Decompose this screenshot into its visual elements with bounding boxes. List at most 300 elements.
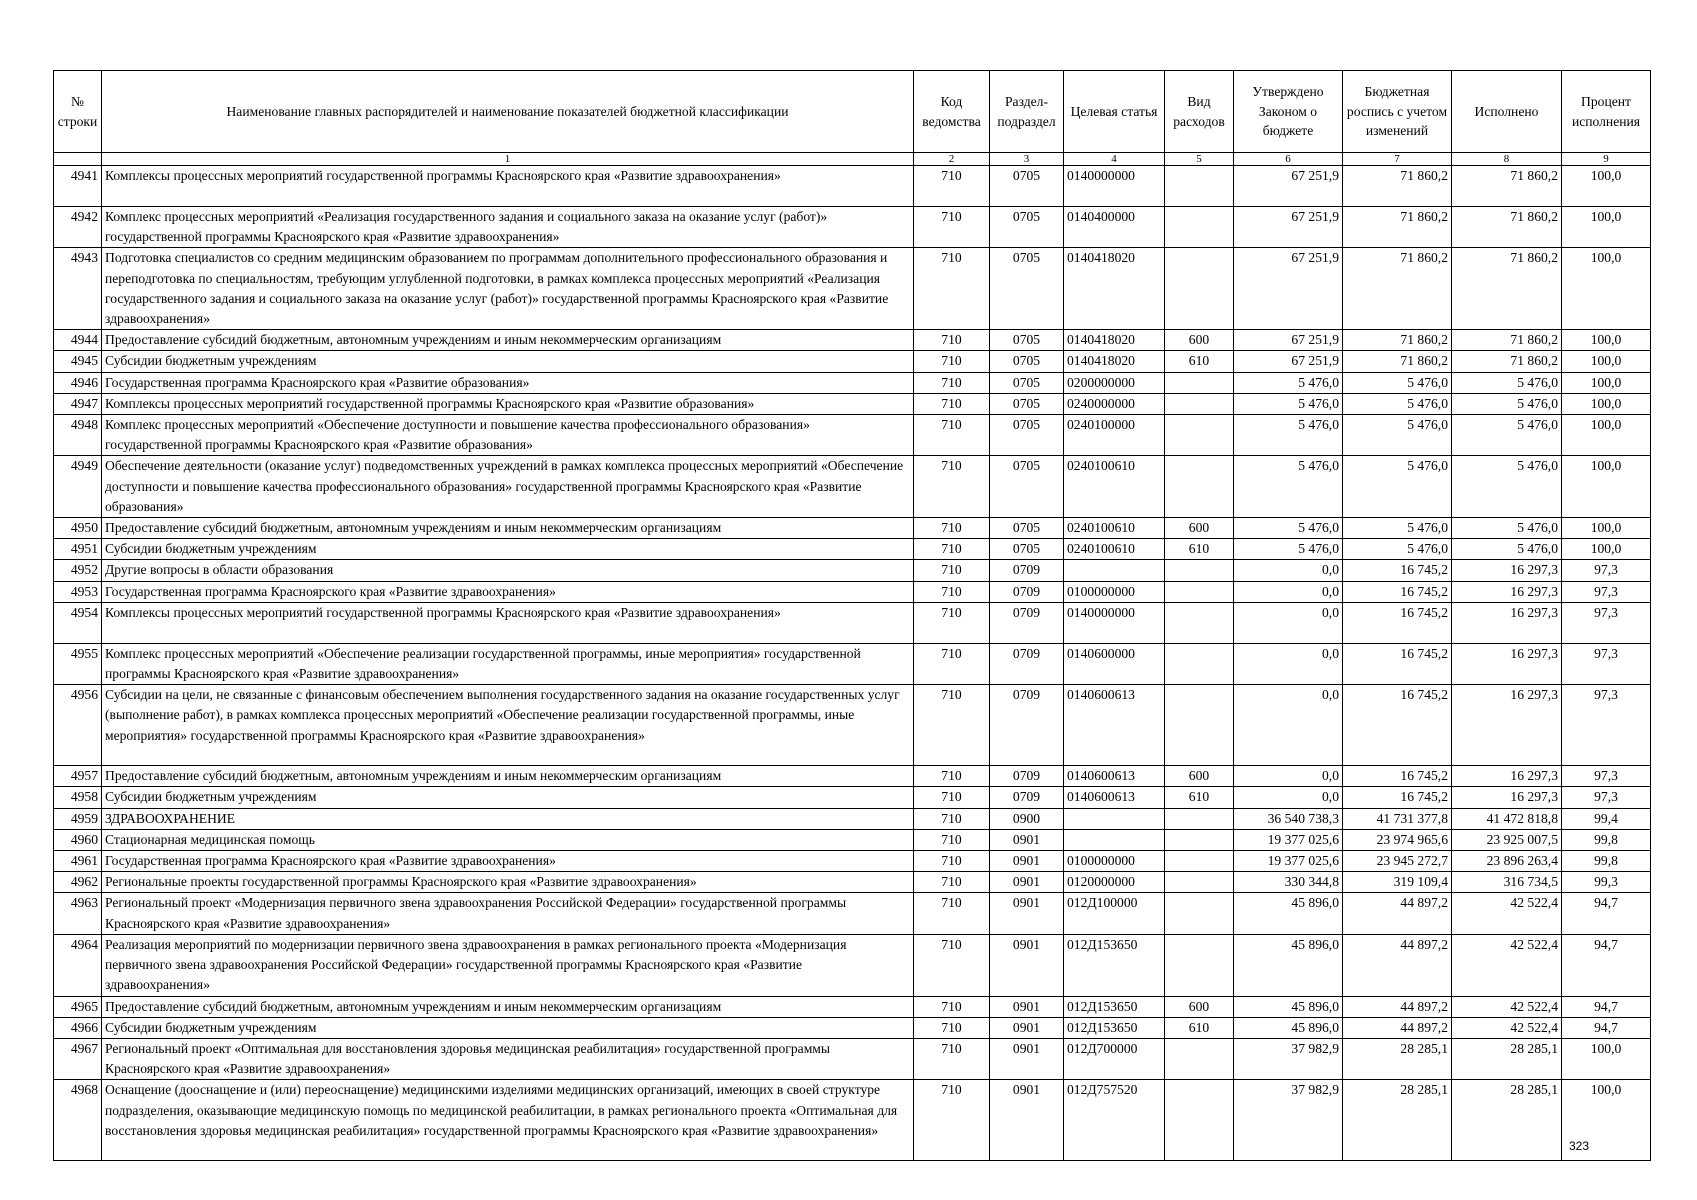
table-row <box>54 851 1651 872</box>
approved-amount: 67 251,9 <box>1234 351 1343 372</box>
target-item-code: 0140600613 <box>1064 766 1165 787</box>
section-code: 0901 <box>990 1038 1064 1079</box>
dept-code: 710 <box>914 787 990 808</box>
execution-percent: 100,0 <box>1562 248 1651 330</box>
dept-code: 710 <box>914 685 990 766</box>
table-row <box>54 685 1651 766</box>
row-name: Комплекс процессных мероприятий «Обеспечение реализации государственной программы, иные мероприятия» государственной программы Красноярского края «Развитие здравоохранения» <box>102 643 914 684</box>
table-row <box>54 872 1651 893</box>
schedule-amount: 41 731 377,8 <box>1343 808 1452 829</box>
expense-type-code <box>1165 808 1234 829</box>
column-number: 9 <box>1562 153 1651 166</box>
approved-amount: 67 251,9 <box>1234 166 1343 207</box>
table-row <box>54 1080 1651 1161</box>
expense-type-code: 610 <box>1165 539 1234 560</box>
target-item-code: 012Д700000 <box>1064 1038 1165 1079</box>
expense-type-code <box>1165 643 1234 684</box>
section-code: 0709 <box>990 685 1064 766</box>
row-name: ЗДРАВООХРАНЕНИЕ <box>102 808 914 829</box>
executed-amount: 71 860,2 <box>1452 166 1562 207</box>
header-approved: Утверждено Законом о бюджете <box>1234 71 1343 153</box>
executed-amount: 71 860,2 <box>1452 248 1562 330</box>
execution-percent: 97,3 <box>1562 602 1651 643</box>
column-number: 6 <box>1234 153 1343 166</box>
section-code: 0901 <box>990 934 1064 996</box>
table-row <box>54 207 1651 248</box>
section-code: 0705 <box>990 393 1064 414</box>
approved-amount: 19 377 025,6 <box>1234 851 1343 872</box>
row-number: 4950 <box>54 518 102 539</box>
approved-amount: 0,0 <box>1234 560 1343 581</box>
dept-code: 710 <box>914 1038 990 1079</box>
dept-code: 710 <box>914 1017 990 1038</box>
schedule-amount: 16 745,2 <box>1343 643 1452 684</box>
section-code: 0901 <box>990 851 1064 872</box>
target-item-code: 0200000000 <box>1064 372 1165 393</box>
execution-percent: 100,0 <box>1562 539 1651 560</box>
expense-type-code <box>1165 456 1234 518</box>
column-number: 8 <box>1452 153 1562 166</box>
table-row <box>54 539 1651 560</box>
header-percent: Процент исполнения <box>1562 71 1651 153</box>
schedule-amount: 28 285,1 <box>1343 1038 1452 1079</box>
schedule-amount: 16 745,2 <box>1343 581 1452 602</box>
section-code: 0705 <box>990 351 1064 372</box>
target-item-code: 0100000000 <box>1064 851 1165 872</box>
executed-amount: 5 476,0 <box>1452 456 1562 518</box>
executed-amount: 16 297,3 <box>1452 560 1562 581</box>
table-body <box>54 166 1651 1161</box>
approved-amount: 0,0 <box>1234 602 1343 643</box>
header-budget-schedule: Бюджетная роспись с учетом изменений <box>1343 71 1452 153</box>
expense-type-code: 610 <box>1165 787 1234 808</box>
schedule-amount: 44 897,2 <box>1343 1017 1452 1038</box>
executed-amount: 41 472 818,8 <box>1452 808 1562 829</box>
row-name: Государственная программа Красноярского края «Развитие здравоохранения» <box>102 851 914 872</box>
column-number: 2 <box>914 153 990 166</box>
approved-amount: 5 476,0 <box>1234 372 1343 393</box>
table-row <box>54 602 1651 643</box>
row-name: Региональный проект «Оптимальная для восстановления здоровья медицинская реабилитация» государственной программы Красноярского края «Развитие здравоохранения» <box>102 1038 914 1079</box>
executed-amount: 42 522,4 <box>1452 893 1562 934</box>
approved-amount: 5 476,0 <box>1234 393 1343 414</box>
target-item-code: 0140418020 <box>1064 248 1165 330</box>
expense-type-code <box>1165 872 1234 893</box>
row-number: 4952 <box>54 560 102 581</box>
row-number: 4955 <box>54 643 102 684</box>
expense-type-code <box>1165 415 1234 456</box>
row-number: 4957 <box>54 766 102 787</box>
approved-amount: 5 476,0 <box>1234 539 1343 560</box>
table-header-row <box>54 71 1651 153</box>
column-number: 5 <box>1165 153 1234 166</box>
target-item-code: 012Д100000 <box>1064 893 1165 934</box>
target-item-code: 012Д153650 <box>1064 934 1165 996</box>
execution-percent: 99,8 <box>1562 851 1651 872</box>
table-row <box>54 415 1651 456</box>
execution-percent: 100,0 <box>1562 330 1651 351</box>
row-number: 4954 <box>54 602 102 643</box>
table-row <box>54 372 1651 393</box>
schedule-amount: 44 897,2 <box>1343 996 1452 1017</box>
expense-type-code: 610 <box>1165 1017 1234 1038</box>
expense-type-code <box>1165 893 1234 934</box>
executed-amount: 5 476,0 <box>1452 518 1562 539</box>
execution-percent: 99,8 <box>1562 829 1651 850</box>
target-item-code: 0140400000 <box>1064 207 1165 248</box>
executed-amount: 16 297,3 <box>1452 581 1562 602</box>
row-name: Предоставление субсидий бюджетным, автономным учреждениям и иным некоммерческим организациям <box>102 518 914 539</box>
approved-amount: 330 344,8 <box>1234 872 1343 893</box>
approved-amount: 67 251,9 <box>1234 207 1343 248</box>
execution-percent: 100,0 <box>1562 456 1651 518</box>
row-number: 4965 <box>54 996 102 1017</box>
execution-percent: 94,7 <box>1562 996 1651 1017</box>
executed-amount: 5 476,0 <box>1452 539 1562 560</box>
row-number: 4949 <box>54 456 102 518</box>
section-code: 0709 <box>990 560 1064 581</box>
schedule-amount: 23 974 965,6 <box>1343 829 1452 850</box>
dept-code: 710 <box>914 166 990 207</box>
approved-amount: 45 896,0 <box>1234 934 1343 996</box>
executed-amount: 28 285,1 <box>1452 1038 1562 1079</box>
target-item-code: 012Д153650 <box>1064 996 1165 1017</box>
dept-code: 710 <box>914 934 990 996</box>
row-number: 4959 <box>54 808 102 829</box>
expense-type-code <box>1165 372 1234 393</box>
dept-code: 710 <box>914 207 990 248</box>
dept-code: 710 <box>914 248 990 330</box>
executed-amount: 28 285,1 <box>1452 1080 1562 1161</box>
row-name: Реализация мероприятий по модернизации первичного звена здравоохранения в рамках регионального проекта «Модернизация первичного звена здравоохранения Российской Федерации» государственной программы Красноярского края «Развитие здравоохранения» <box>102 934 914 996</box>
target-item-code <box>1064 560 1165 581</box>
executed-amount: 5 476,0 <box>1452 393 1562 414</box>
executed-amount: 42 522,4 <box>1452 996 1562 1017</box>
table-row <box>54 643 1651 684</box>
expense-type-code <box>1165 829 1234 850</box>
schedule-amount: 5 476,0 <box>1343 456 1452 518</box>
row-number: 4956 <box>54 685 102 766</box>
approved-amount: 5 476,0 <box>1234 456 1343 518</box>
schedule-amount: 16 745,2 <box>1343 766 1452 787</box>
target-item-code: 0240100000 <box>1064 415 1165 456</box>
execution-percent: 100,0 <box>1562 1080 1651 1161</box>
row-name: Региональный проект «Модернизация первичного звена здравоохранения Российской Федерации» государственной программы Красноярского края «Развитие здравоохранения» <box>102 893 914 934</box>
expense-type-code <box>1165 851 1234 872</box>
dept-code: 710 <box>914 330 990 351</box>
schedule-amount: 71 860,2 <box>1343 207 1452 248</box>
column-number: 7 <box>1343 153 1452 166</box>
approved-amount: 45 896,0 <box>1234 893 1343 934</box>
schedule-amount: 28 285,1 <box>1343 1080 1452 1161</box>
section-code: 0709 <box>990 602 1064 643</box>
expense-type-code <box>1165 207 1234 248</box>
table-row <box>54 248 1651 330</box>
dept-code: 710 <box>914 372 990 393</box>
row-name: Государственная программа Красноярского края «Развитие здравоохранения» <box>102 581 914 602</box>
approved-amount: 5 476,0 <box>1234 518 1343 539</box>
row-number: 4958 <box>54 787 102 808</box>
header-name: Наименование главных распорядителей и наименование показателей бюджетной классификации <box>102 71 914 153</box>
dept-code: 710 <box>914 643 990 684</box>
column-number <box>54 153 102 166</box>
expense-type-code <box>1165 560 1234 581</box>
approved-amount: 37 982,9 <box>1234 1080 1343 1161</box>
schedule-amount: 16 745,2 <box>1343 602 1452 643</box>
expense-type-code <box>1165 1080 1234 1161</box>
section-code: 0705 <box>990 166 1064 207</box>
dept-code: 710 <box>914 351 990 372</box>
row-number: 4961 <box>54 851 102 872</box>
schedule-amount: 71 860,2 <box>1343 351 1452 372</box>
row-number: 4944 <box>54 330 102 351</box>
execution-percent: 99,4 <box>1562 808 1651 829</box>
approved-amount: 67 251,9 <box>1234 330 1343 351</box>
expense-type-code <box>1165 934 1234 996</box>
section-code: 0901 <box>990 872 1064 893</box>
schedule-amount: 5 476,0 <box>1343 415 1452 456</box>
row-name: Субсидии бюджетным учреждениям <box>102 539 914 560</box>
execution-percent: 100,0 <box>1562 393 1651 414</box>
dept-code: 710 <box>914 539 990 560</box>
budget-table <box>53 70 1651 1161</box>
executed-amount: 42 522,4 <box>1452 934 1562 996</box>
table-row <box>54 166 1651 207</box>
target-item-code <box>1064 808 1165 829</box>
section-code: 0900 <box>990 808 1064 829</box>
schedule-amount: 44 897,2 <box>1343 893 1452 934</box>
target-item-code: 0140000000 <box>1064 166 1165 207</box>
target-item-code: 0120000000 <box>1064 872 1165 893</box>
row-name: Другие вопросы в области образования <box>102 560 914 581</box>
execution-percent: 97,3 <box>1562 685 1651 766</box>
row-name: Предоставление субсидий бюджетным, автономным учреждениям и иным некоммерческим организациям <box>102 766 914 787</box>
header-row-number: № строки <box>54 71 102 153</box>
table-row <box>54 581 1651 602</box>
schedule-amount: 16 745,2 <box>1343 560 1452 581</box>
row-name: Субсидии бюджетным учреждениям <box>102 787 914 808</box>
execution-percent: 97,3 <box>1562 787 1651 808</box>
executed-amount: 5 476,0 <box>1452 415 1562 456</box>
schedule-amount: 71 860,2 <box>1343 166 1452 207</box>
table-row <box>54 934 1651 996</box>
schedule-amount: 5 476,0 <box>1343 372 1452 393</box>
column-number: 1 <box>102 153 914 166</box>
row-number: 4964 <box>54 934 102 996</box>
approved-amount: 36 540 738,3 <box>1234 808 1343 829</box>
approved-amount: 67 251,9 <box>1234 248 1343 330</box>
section-code: 0709 <box>990 787 1064 808</box>
approved-amount: 0,0 <box>1234 766 1343 787</box>
execution-percent: 100,0 <box>1562 351 1651 372</box>
section-code: 0901 <box>990 829 1064 850</box>
table-row <box>54 518 1651 539</box>
executed-amount: 16 297,3 <box>1452 602 1562 643</box>
row-number: 4967 <box>54 1038 102 1079</box>
executed-amount: 16 297,3 <box>1452 787 1562 808</box>
dept-code: 710 <box>914 456 990 518</box>
approved-amount: 0,0 <box>1234 643 1343 684</box>
dept-code: 710 <box>914 766 990 787</box>
row-name: Субсидии на цели, не связанные с финансовым обеспечением выполнения государственного задания на оказание государственных услуг (выполнение работ), в рамках комплекса процессных мероприятий «Обеспечение реализации государственной программы, иные мероприятия» государственной программы Красноярского края «Развитие здравоохранения» <box>102 685 914 766</box>
dept-code: 710 <box>914 851 990 872</box>
header-target-item: Целевая статья <box>1064 71 1165 153</box>
row-number: 4948 <box>54 415 102 456</box>
table-row <box>54 1017 1651 1038</box>
target-item-code: 0140600613 <box>1064 787 1165 808</box>
header-executed: Исполнено <box>1452 71 1562 153</box>
document-page <box>53 70 1650 1161</box>
executed-amount: 71 860,2 <box>1452 351 1562 372</box>
row-number: 4951 <box>54 539 102 560</box>
target-item-code: 0240000000 <box>1064 393 1165 414</box>
executed-amount: 16 297,3 <box>1452 685 1562 766</box>
table-row <box>54 787 1651 808</box>
dept-code: 710 <box>914 1080 990 1161</box>
approved-amount: 45 896,0 <box>1234 1017 1343 1038</box>
row-name: Комплекс процессных мероприятий «Обеспечение доступности и повышение качества профессионального образования» государственной программы Красноярского края «Развитие образования» <box>102 415 914 456</box>
section-code: 0901 <box>990 1017 1064 1038</box>
section-code: 0705 <box>990 330 1064 351</box>
column-number-row <box>54 153 1651 166</box>
table-row <box>54 808 1651 829</box>
schedule-amount: 16 745,2 <box>1343 787 1452 808</box>
approved-amount: 19 377 025,6 <box>1234 829 1343 850</box>
table-row <box>54 996 1651 1017</box>
row-name: Комплексы процессных мероприятий государственной программы Красноярского края «Развитие здравоохранения» <box>102 602 914 643</box>
execution-percent: 94,7 <box>1562 934 1651 996</box>
row-name: Региональные проекты государственной программы Красноярского края «Развитие здравоохранения» <box>102 872 914 893</box>
row-number: 4947 <box>54 393 102 414</box>
target-item-code: 0240100610 <box>1064 456 1165 518</box>
execution-percent: 100,0 <box>1562 207 1651 248</box>
target-item-code: 0140418020 <box>1064 351 1165 372</box>
expense-type-code <box>1165 581 1234 602</box>
row-name: Предоставление субсидий бюджетным, автономным учреждениям и иным некоммерческим организациям <box>102 996 914 1017</box>
header-dept-code: Код ведомства <box>914 71 990 153</box>
table-row <box>54 393 1651 414</box>
dept-code: 710 <box>914 560 990 581</box>
table-row <box>54 893 1651 934</box>
column-number: 4 <box>1064 153 1165 166</box>
execution-percent: 100,0 <box>1562 415 1651 456</box>
schedule-amount: 71 860,2 <box>1343 330 1452 351</box>
target-item-code: 012Д757520 <box>1064 1080 1165 1161</box>
section-code: 0705 <box>990 539 1064 560</box>
target-item-code: 0240100610 <box>1064 518 1165 539</box>
execution-percent: 100,0 <box>1562 372 1651 393</box>
row-name: Комплексы процессных мероприятий государственной программы Красноярского края «Развитие образования» <box>102 393 914 414</box>
approved-amount: 0,0 <box>1234 787 1343 808</box>
executed-amount: 42 522,4 <box>1452 1017 1562 1038</box>
dept-code: 710 <box>914 415 990 456</box>
executed-amount: 316 734,5 <box>1452 872 1562 893</box>
execution-percent: 100,0 <box>1562 518 1651 539</box>
dept-code: 710 <box>914 602 990 643</box>
row-number: 4966 <box>54 1017 102 1038</box>
executed-amount: 71 860,2 <box>1452 330 1562 351</box>
dept-code: 710 <box>914 808 990 829</box>
row-number: 4968 <box>54 1080 102 1161</box>
schedule-amount: 5 476,0 <box>1343 539 1452 560</box>
executed-amount: 23 896 263,4 <box>1452 851 1562 872</box>
target-item-code: 0140600613 <box>1064 685 1165 766</box>
execution-percent: 97,3 <box>1562 581 1651 602</box>
table-row <box>54 330 1651 351</box>
row-name: Подготовка специалистов со средним медицинским образованием по программам дополнительного профессионального образования и переподготовка по специальностям, требующим углубленной подготовки, в рамках комплекса процессных мероприятий «Реализация государственного задания и социального заказа на оказание услуг (работ)» государственной программы Красноярского края «Развитие здравоохранения» <box>102 248 914 330</box>
execution-percent: 100,0 <box>1562 1038 1651 1079</box>
dept-code: 710 <box>914 829 990 850</box>
target-item-code: 0140600000 <box>1064 643 1165 684</box>
dept-code: 710 <box>914 893 990 934</box>
approved-amount: 37 982,9 <box>1234 1038 1343 1079</box>
expense-type-code: 600 <box>1165 518 1234 539</box>
table-row <box>54 829 1651 850</box>
target-item-code: 0240100610 <box>1064 539 1165 560</box>
row-name: Субсидии бюджетным учреждениям <box>102 351 914 372</box>
expense-type-code: 610 <box>1165 351 1234 372</box>
section-code: 0705 <box>990 518 1064 539</box>
target-item-code <box>1064 829 1165 850</box>
executed-amount: 16 297,3 <box>1452 643 1562 684</box>
section-code: 0705 <box>990 248 1064 330</box>
dept-code: 710 <box>914 996 990 1017</box>
schedule-amount: 319 109,4 <box>1343 872 1452 893</box>
section-code: 0709 <box>990 766 1064 787</box>
row-name: Оснащение (дооснащение и (или) переоснащение) медицинскими изделиями медицинских организаций, имеющих в своей структуре подразделения, оказывающие медицинскую помощь по медицинской реабилитации, в рамках регионального проекта «Оптимальная для восстановления здоровья медицинская реабилитация» государственной программы Красноярского края «Развитие здравоохранения» <box>102 1080 914 1161</box>
approved-amount: 45 896,0 <box>1234 996 1343 1017</box>
schedule-amount: 5 476,0 <box>1343 393 1452 414</box>
schedule-amount: 71 860,2 <box>1343 248 1452 330</box>
execution-percent: 94,7 <box>1562 1017 1651 1038</box>
section-code: 0705 <box>990 207 1064 248</box>
row-number: 4953 <box>54 581 102 602</box>
dept-code: 710 <box>914 872 990 893</box>
executed-amount: 16 297,3 <box>1452 766 1562 787</box>
execution-percent: 99,3 <box>1562 872 1651 893</box>
row-number: 4943 <box>54 248 102 330</box>
executed-amount: 23 925 007,5 <box>1452 829 1562 850</box>
execution-percent: 97,3 <box>1562 560 1651 581</box>
expense-type-code <box>1165 248 1234 330</box>
table-row <box>54 456 1651 518</box>
section-code: 0901 <box>990 996 1064 1017</box>
section-code: 0705 <box>990 372 1064 393</box>
expense-type-code <box>1165 166 1234 207</box>
row-number: 4945 <box>54 351 102 372</box>
table-row <box>54 351 1651 372</box>
expense-type-code: 600 <box>1165 996 1234 1017</box>
expense-type-code <box>1165 1038 1234 1079</box>
row-name: Обеспечение деятельности (оказание услуг) подведомственных учреждений в рамках комплекса процессных мероприятий «Обеспечение доступности и повышение качества профессионального образования» государственной программы Красноярского края «Развитие образования» <box>102 456 914 518</box>
expense-type-code <box>1165 602 1234 643</box>
row-number: 4946 <box>54 372 102 393</box>
target-item-code: 0140000000 <box>1064 602 1165 643</box>
execution-percent: 97,3 <box>1562 766 1651 787</box>
table-row <box>54 766 1651 787</box>
row-name: Государственная программа Красноярского края «Развитие образования» <box>102 372 914 393</box>
target-item-code: 0140418020 <box>1064 330 1165 351</box>
header-section: Раздел-подраздел <box>990 71 1064 153</box>
schedule-amount: 5 476,0 <box>1343 518 1452 539</box>
table-row <box>54 560 1651 581</box>
section-code: 0709 <box>990 643 1064 684</box>
executed-amount: 71 860,2 <box>1452 207 1562 248</box>
approved-amount: 0,0 <box>1234 581 1343 602</box>
expense-type-code <box>1165 685 1234 766</box>
section-code: 0709 <box>990 581 1064 602</box>
schedule-amount: 23 945 272,7 <box>1343 851 1452 872</box>
